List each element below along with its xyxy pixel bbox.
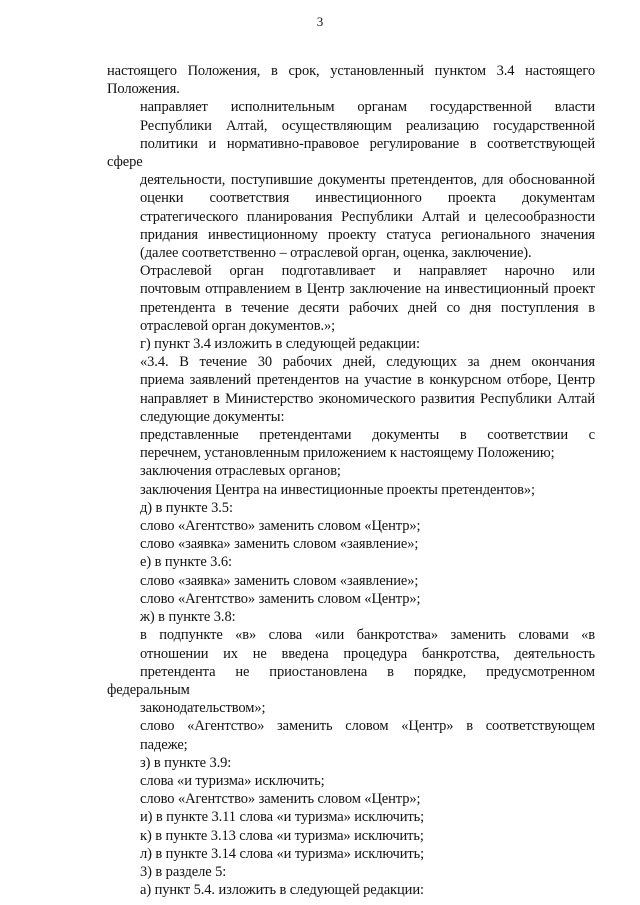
text-line: законодательством»; — [140, 700, 266, 717]
paragraph — [107, 717, 595, 753]
paragraph — [107, 426, 595, 462]
paragraph — [107, 517, 595, 535]
text-line: заключения отраслевых органов; — [140, 463, 341, 480]
text-line: направляет в Министерство экономического развития Республики Алтай — [140, 390, 595, 407]
paragraph — [107, 608, 595, 626]
text-line: следующие документы: — [140, 408, 285, 425]
text-line: слово «Агентство» заменить словом «Центр»; — [140, 518, 421, 535]
paragraph — [107, 553, 595, 571]
paragraph — [107, 590, 595, 608]
paragraph — [107, 772, 595, 790]
text-line: и) в пункте 3.11 слова «и туризма» исключить; — [140, 809, 425, 826]
text-line: направляет исполнительным органам государственной власти — [140, 99, 595, 116]
text-line: стратегического планирования Республики Алтай и целесообразности — [140, 208, 595, 225]
paragraph — [107, 863, 595, 881]
text-line: слово «Агентство» заменить словом «Центр» в соответствующем — [140, 718, 595, 735]
paragraph — [107, 98, 595, 262]
text-line: слова «и туризма» исключить; — [140, 772, 325, 789]
text-line: «3.4. В течение 30 рабочих дней, следующих за днем окончания — [140, 354, 595, 371]
text-line: политики и нормативно-правовое регулирование в соответствующей сфере — [107, 135, 595, 171]
text-line: е) в пункте 3.6: — [140, 554, 232, 571]
paragraph — [107, 827, 595, 845]
text-line: з) в пункте 3.9: — [140, 754, 232, 771]
text-line: в подпункте «в» слова «или банкротства» заменить словами «в — [140, 627, 595, 644]
paragraph — [107, 335, 595, 353]
text-line: Отраслевой орган подготавливает и направляет нарочно или — [140, 263, 595, 280]
text-line: Положения. — [107, 81, 180, 98]
text-line: (далее соответственно – отраслевой орган, оценка, заключение). — [140, 245, 532, 262]
text-line: слово «Агентство» заменить словом «Центр»; — [140, 791, 421, 808]
paragraph — [107, 353, 595, 426]
text-line: д) в пункте 3.5: — [140, 499, 233, 516]
text-line: к) в пункте 3.13 слова «и туризма» исключить; — [140, 827, 424, 844]
text-line: представленные претендентами документы в соответствии с — [140, 427, 595, 444]
page-number: 3 — [316, 14, 324, 29]
document-body — [107, 62, 595, 899]
text-line: отраслевой орган документов.»; — [140, 317, 336, 334]
text-line: а) пункт 5.4. изложить в следующей редакции: — [140, 882, 424, 899]
text-line: слово «заявка» заменить словом «заявление»; — [140, 572, 419, 589]
text-line: заключения Центра на инвестиционные проекты претендентов»; — [140, 481, 535, 498]
text-line: слово «заявка» заменить словом «заявление»; — [140, 536, 419, 553]
text-line: Республики Алтай, осуществляющим реализацию государственной — [140, 117, 595, 134]
text-line: ж) в пункте 3.8: — [140, 609, 236, 626]
text-line: деятельности, поступившие документы претендентов, для обоснованной — [140, 172, 595, 189]
paragraph — [107, 262, 595, 335]
text-line: перечнем, установленным приложением к настоящему Положению; — [140, 445, 555, 462]
text-line: г) пункт 3.4 изложить в следующей редакции: — [140, 336, 420, 353]
paragraph — [107, 626, 595, 717]
paragraph — [107, 499, 595, 517]
paragraph — [107, 790, 595, 808]
text-line: настоящего Положения, в срок, установленный пунктом 3.4 настоящего — [107, 63, 595, 79]
paragraph — [107, 845, 595, 863]
text-line: претендента не приостановлена в порядке, предусмотренном федеральным — [107, 663, 595, 698]
text-line: 3) в разделе 5: — [140, 863, 227, 880]
paragraph — [107, 881, 595, 899]
text-line: оценки соответствия инвестиционного проекта документам — [140, 190, 595, 207]
text-line: почтовым отправлением в Центр заключение на инвестиционный проект — [140, 281, 595, 298]
text-line: л) в пункте 3.14 слова «и туризма» исключить; — [140, 845, 425, 862]
text-line: придания инвестиционному проекту статуса регионального значения — [140, 226, 595, 243]
paragraph — [107, 481, 595, 499]
paragraph — [107, 808, 595, 826]
paragraph — [107, 754, 595, 772]
text-line: слово «Агентство» заменить словом «Центр»; — [140, 590, 421, 607]
paragraph — [107, 62, 595, 98]
text-line: падеже; — [140, 736, 188, 753]
paragraph — [107, 462, 595, 480]
text-line: претендента в течение десяти рабочих дней со дня поступления в — [140, 299, 595, 316]
paragraph — [107, 572, 595, 590]
paragraph — [107, 535, 595, 553]
text-line: отношении их не введена процедура банкротства, деятельность — [140, 645, 595, 662]
text-line: приема заявлений претендентов на участие в конкурсном отборе, Центр — [140, 372, 595, 389]
